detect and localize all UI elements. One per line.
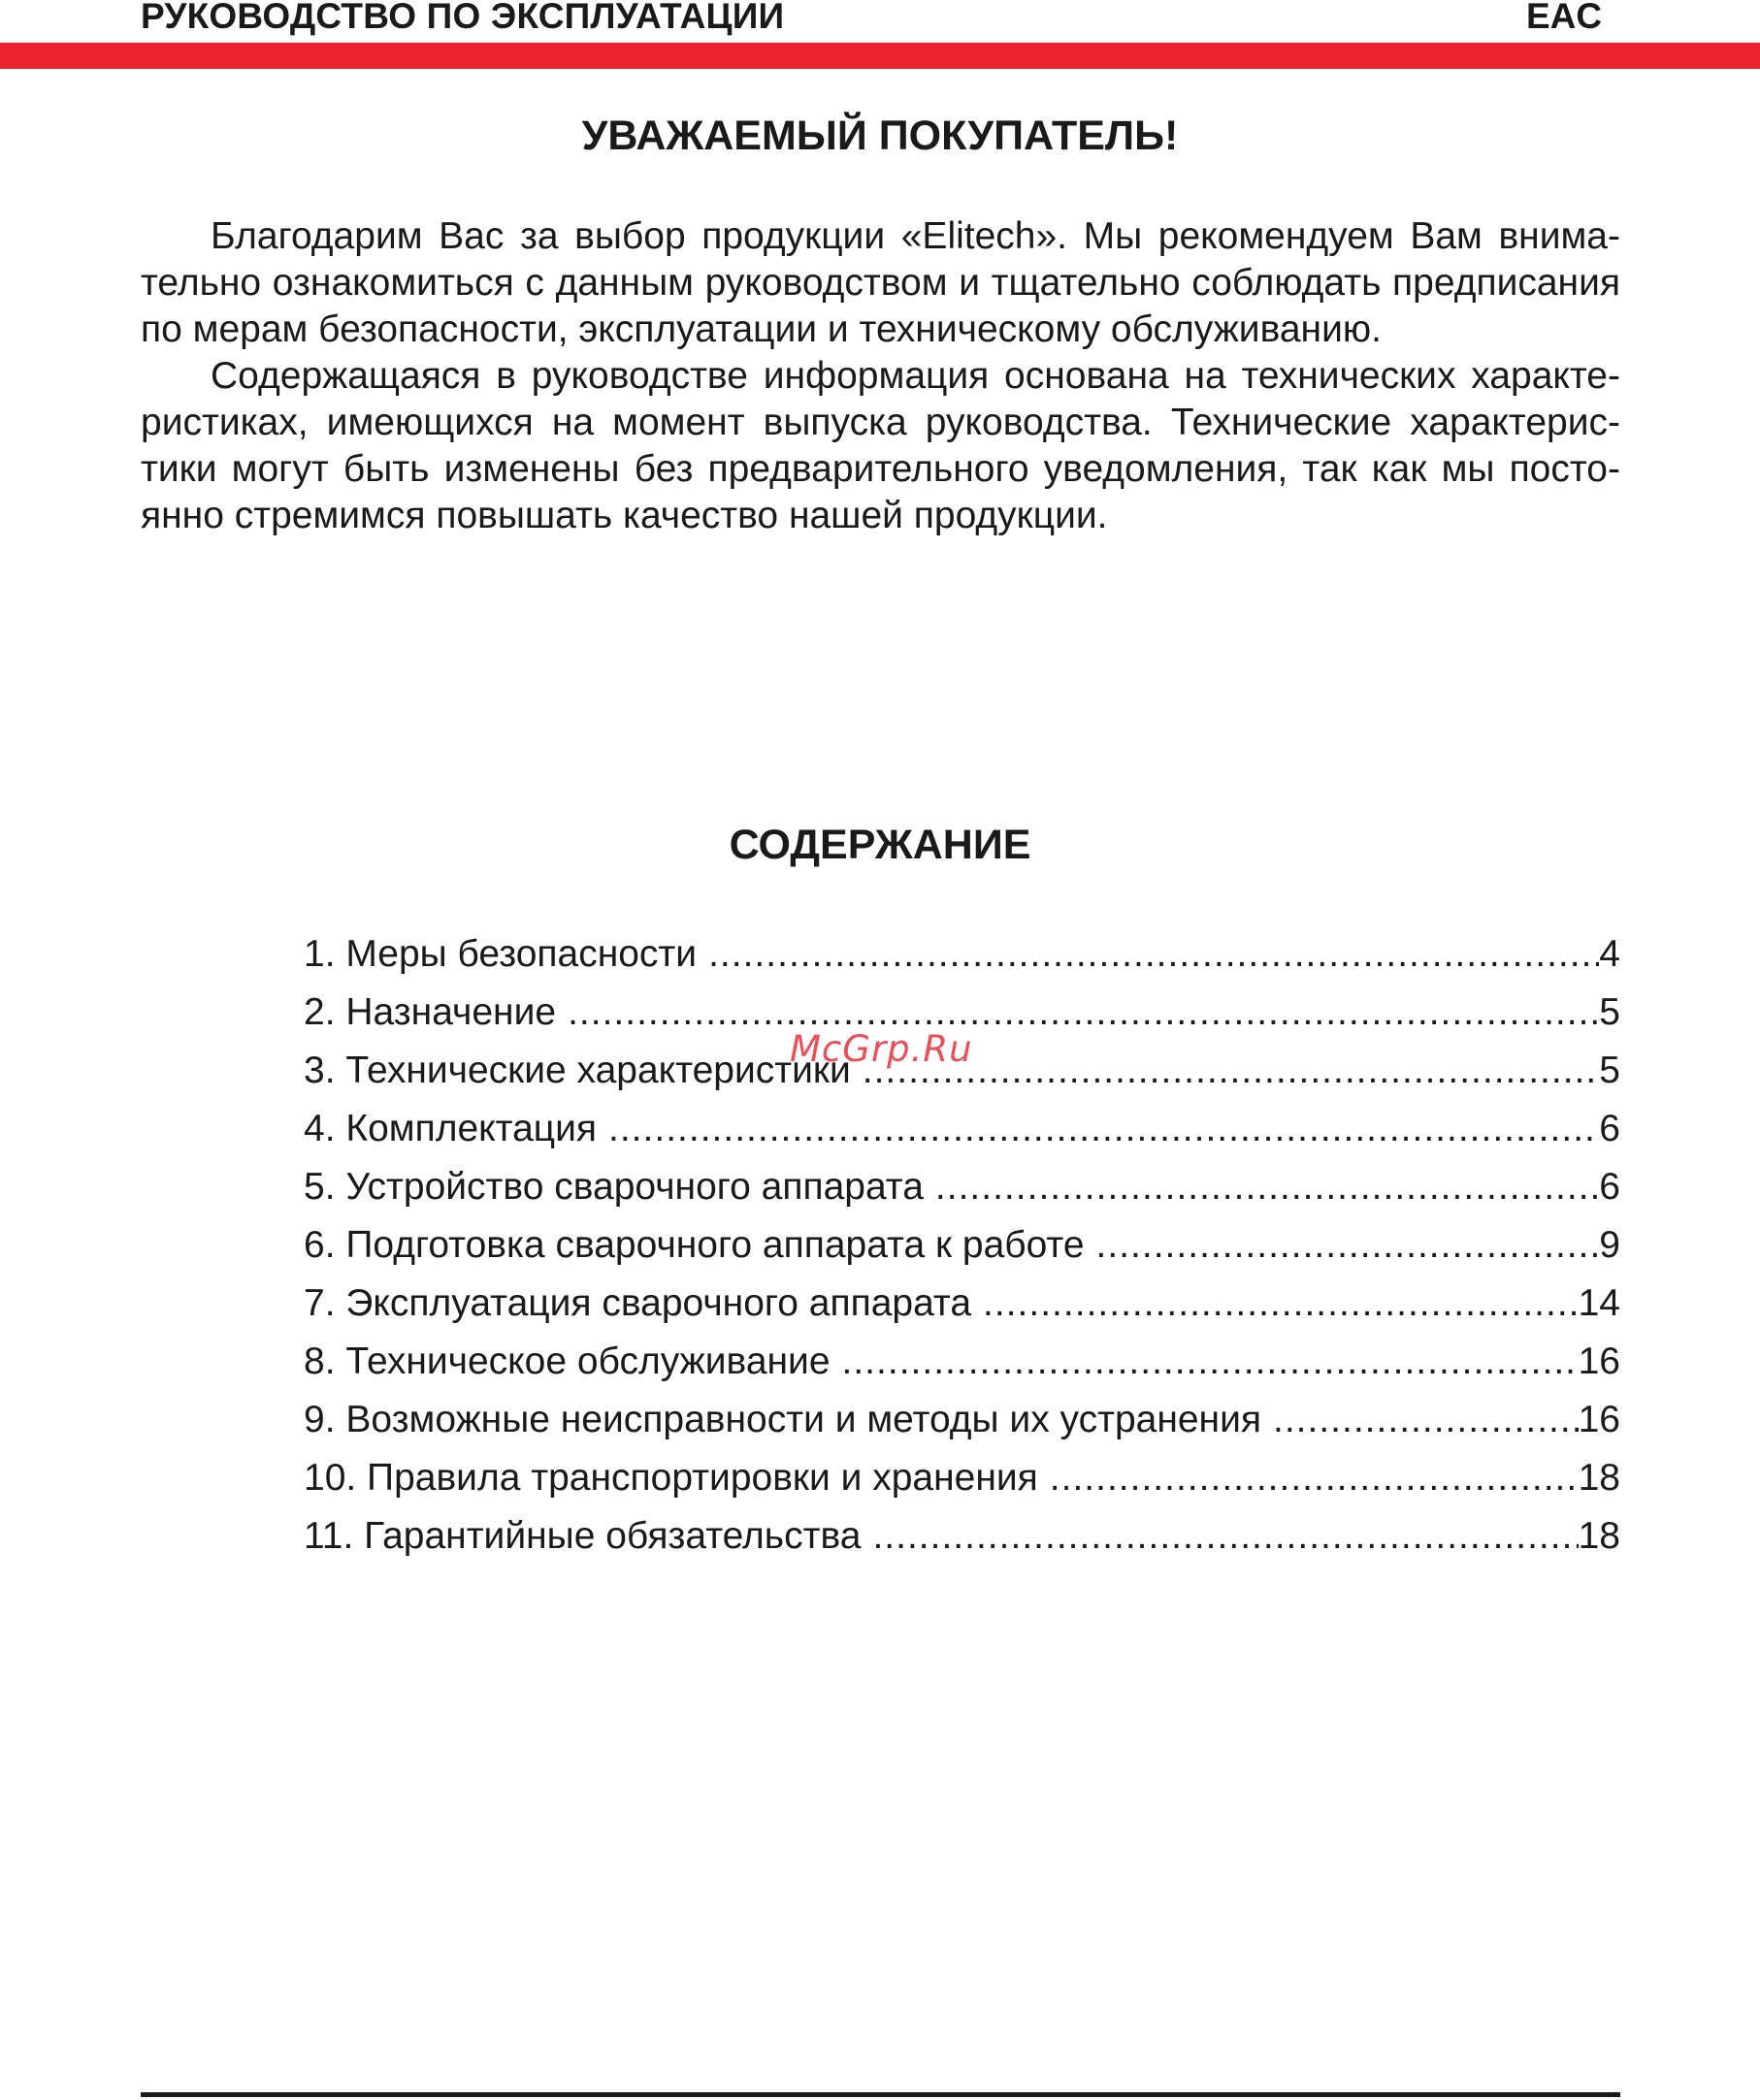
toc-leader-dots bbox=[983, 1275, 1579, 1333]
toc-item-page: 14 bbox=[1578, 1282, 1620, 1324]
contents-heading: СОДЕРЖАНИЕ bbox=[729, 822, 1031, 868]
toc-item-page: 5 bbox=[1599, 991, 1620, 1033]
toc-item-label: 11. Гарантийные обязательства bbox=[304, 1515, 862, 1557]
toc-item[interactable] bbox=[304, 1391, 1620, 1449]
toc-item-label: 8. Техническое обслуживание bbox=[304, 1341, 831, 1382]
toc-item[interactable] bbox=[304, 1275, 1620, 1333]
toc-item-label: 2. Назначение bbox=[304, 991, 557, 1033]
toc-item-page: 6 bbox=[1599, 1108, 1620, 1149]
toc-item-label: 1. Меры безопасности bbox=[304, 933, 698, 975]
toc-item-label: 4. Комплектация bbox=[304, 1108, 598, 1149]
intro-text bbox=[141, 213, 1620, 539]
toc-item[interactable] bbox=[304, 1216, 1620, 1275]
toc-leader-dots bbox=[608, 1100, 1599, 1158]
toc-leader-dots bbox=[1050, 1449, 1579, 1507]
toc-item-label: 3. Технические характеристики bbox=[304, 1050, 851, 1091]
toc-item-page: 18 bbox=[1578, 1457, 1620, 1499]
eac-mark: EAC bbox=[1526, 0, 1603, 36]
header-red-band bbox=[0, 43, 1760, 69]
toc-item[interactable] bbox=[304, 925, 1620, 984]
toc-item[interactable] bbox=[304, 1158, 1620, 1216]
toc-item-label: 6. Подготовка сварочного аппарата к работе bbox=[304, 1224, 1085, 1266]
toc-item[interactable] bbox=[304, 1100, 1620, 1158]
toc-leader-dots bbox=[842, 1333, 1579, 1391]
toc-leader-dots bbox=[872, 1507, 1578, 1566]
toc-item-page: 5 bbox=[1599, 1050, 1620, 1091]
toc-item-page: 6 bbox=[1599, 1166, 1620, 1208]
footer-rule bbox=[141, 2092, 1620, 2097]
greeting-heading: УВАЖАЕМЫЙ ПОКУПАТЕЛЬ! bbox=[581, 113, 1179, 159]
toc-leader-dots bbox=[1096, 1216, 1600, 1275]
toc-item[interactable] bbox=[304, 1449, 1620, 1507]
toc-item-label: 7. Эксплуатация сварочного аппарата bbox=[304, 1282, 972, 1324]
toc-item-label: 9. Возможные неисправности и методы их устранения bbox=[304, 1399, 1261, 1440]
toc-item-label: 5. Устройство сварочного аппарата bbox=[304, 1166, 924, 1208]
intro-paragraph: Благодарим Вас за выбор продукции «Elitech». Мы рекомендуем Вам внимательно ознакомиться с данным руководством и тщательно соблюдать предписания по мерам безопасности, эксплуатации и техническому обслуживанию. bbox=[141, 215, 1620, 350]
toc-item-page: 18 bbox=[1578, 1515, 1620, 1557]
header-title: РУКОВОДСТВО ПО ЭКСПЛУАТАЦИИ bbox=[141, 0, 785, 36]
toc-leader-dots bbox=[708, 925, 1599, 984]
toc-leader-dots bbox=[568, 984, 1599, 1042]
page-header bbox=[0, 0, 1760, 43]
toc-leader-dots bbox=[935, 1158, 1599, 1216]
toc-item-page: 16 bbox=[1578, 1341, 1620, 1382]
toc-leader-dots bbox=[863, 1042, 1600, 1100]
toc-item-page: 4 bbox=[1599, 933, 1620, 975]
intro-paragraph: Содержащаяся в руководстве информация основана на технических характеристиках, имеющихся на момент выпуска руководства. Технические характеристики могут быть изменены без предварительного уведомления, так как мы постоянно стремимся повышать качество нашей продукции. bbox=[141, 355, 1620, 536]
toc-item[interactable] bbox=[304, 1333, 1620, 1391]
toc-leader-dots bbox=[1273, 1391, 1579, 1449]
toc-item-label: 10. Правила транспортировки и хранения bbox=[304, 1457, 1038, 1499]
watermark: McGrp.Ru bbox=[790, 1028, 973, 1070]
table-of-contents bbox=[304, 925, 1620, 1566]
toc-item-page: 16 bbox=[1578, 1399, 1620, 1440]
toc-item-page: 9 bbox=[1599, 1224, 1620, 1266]
toc-item[interactable] bbox=[304, 1507, 1620, 1566]
